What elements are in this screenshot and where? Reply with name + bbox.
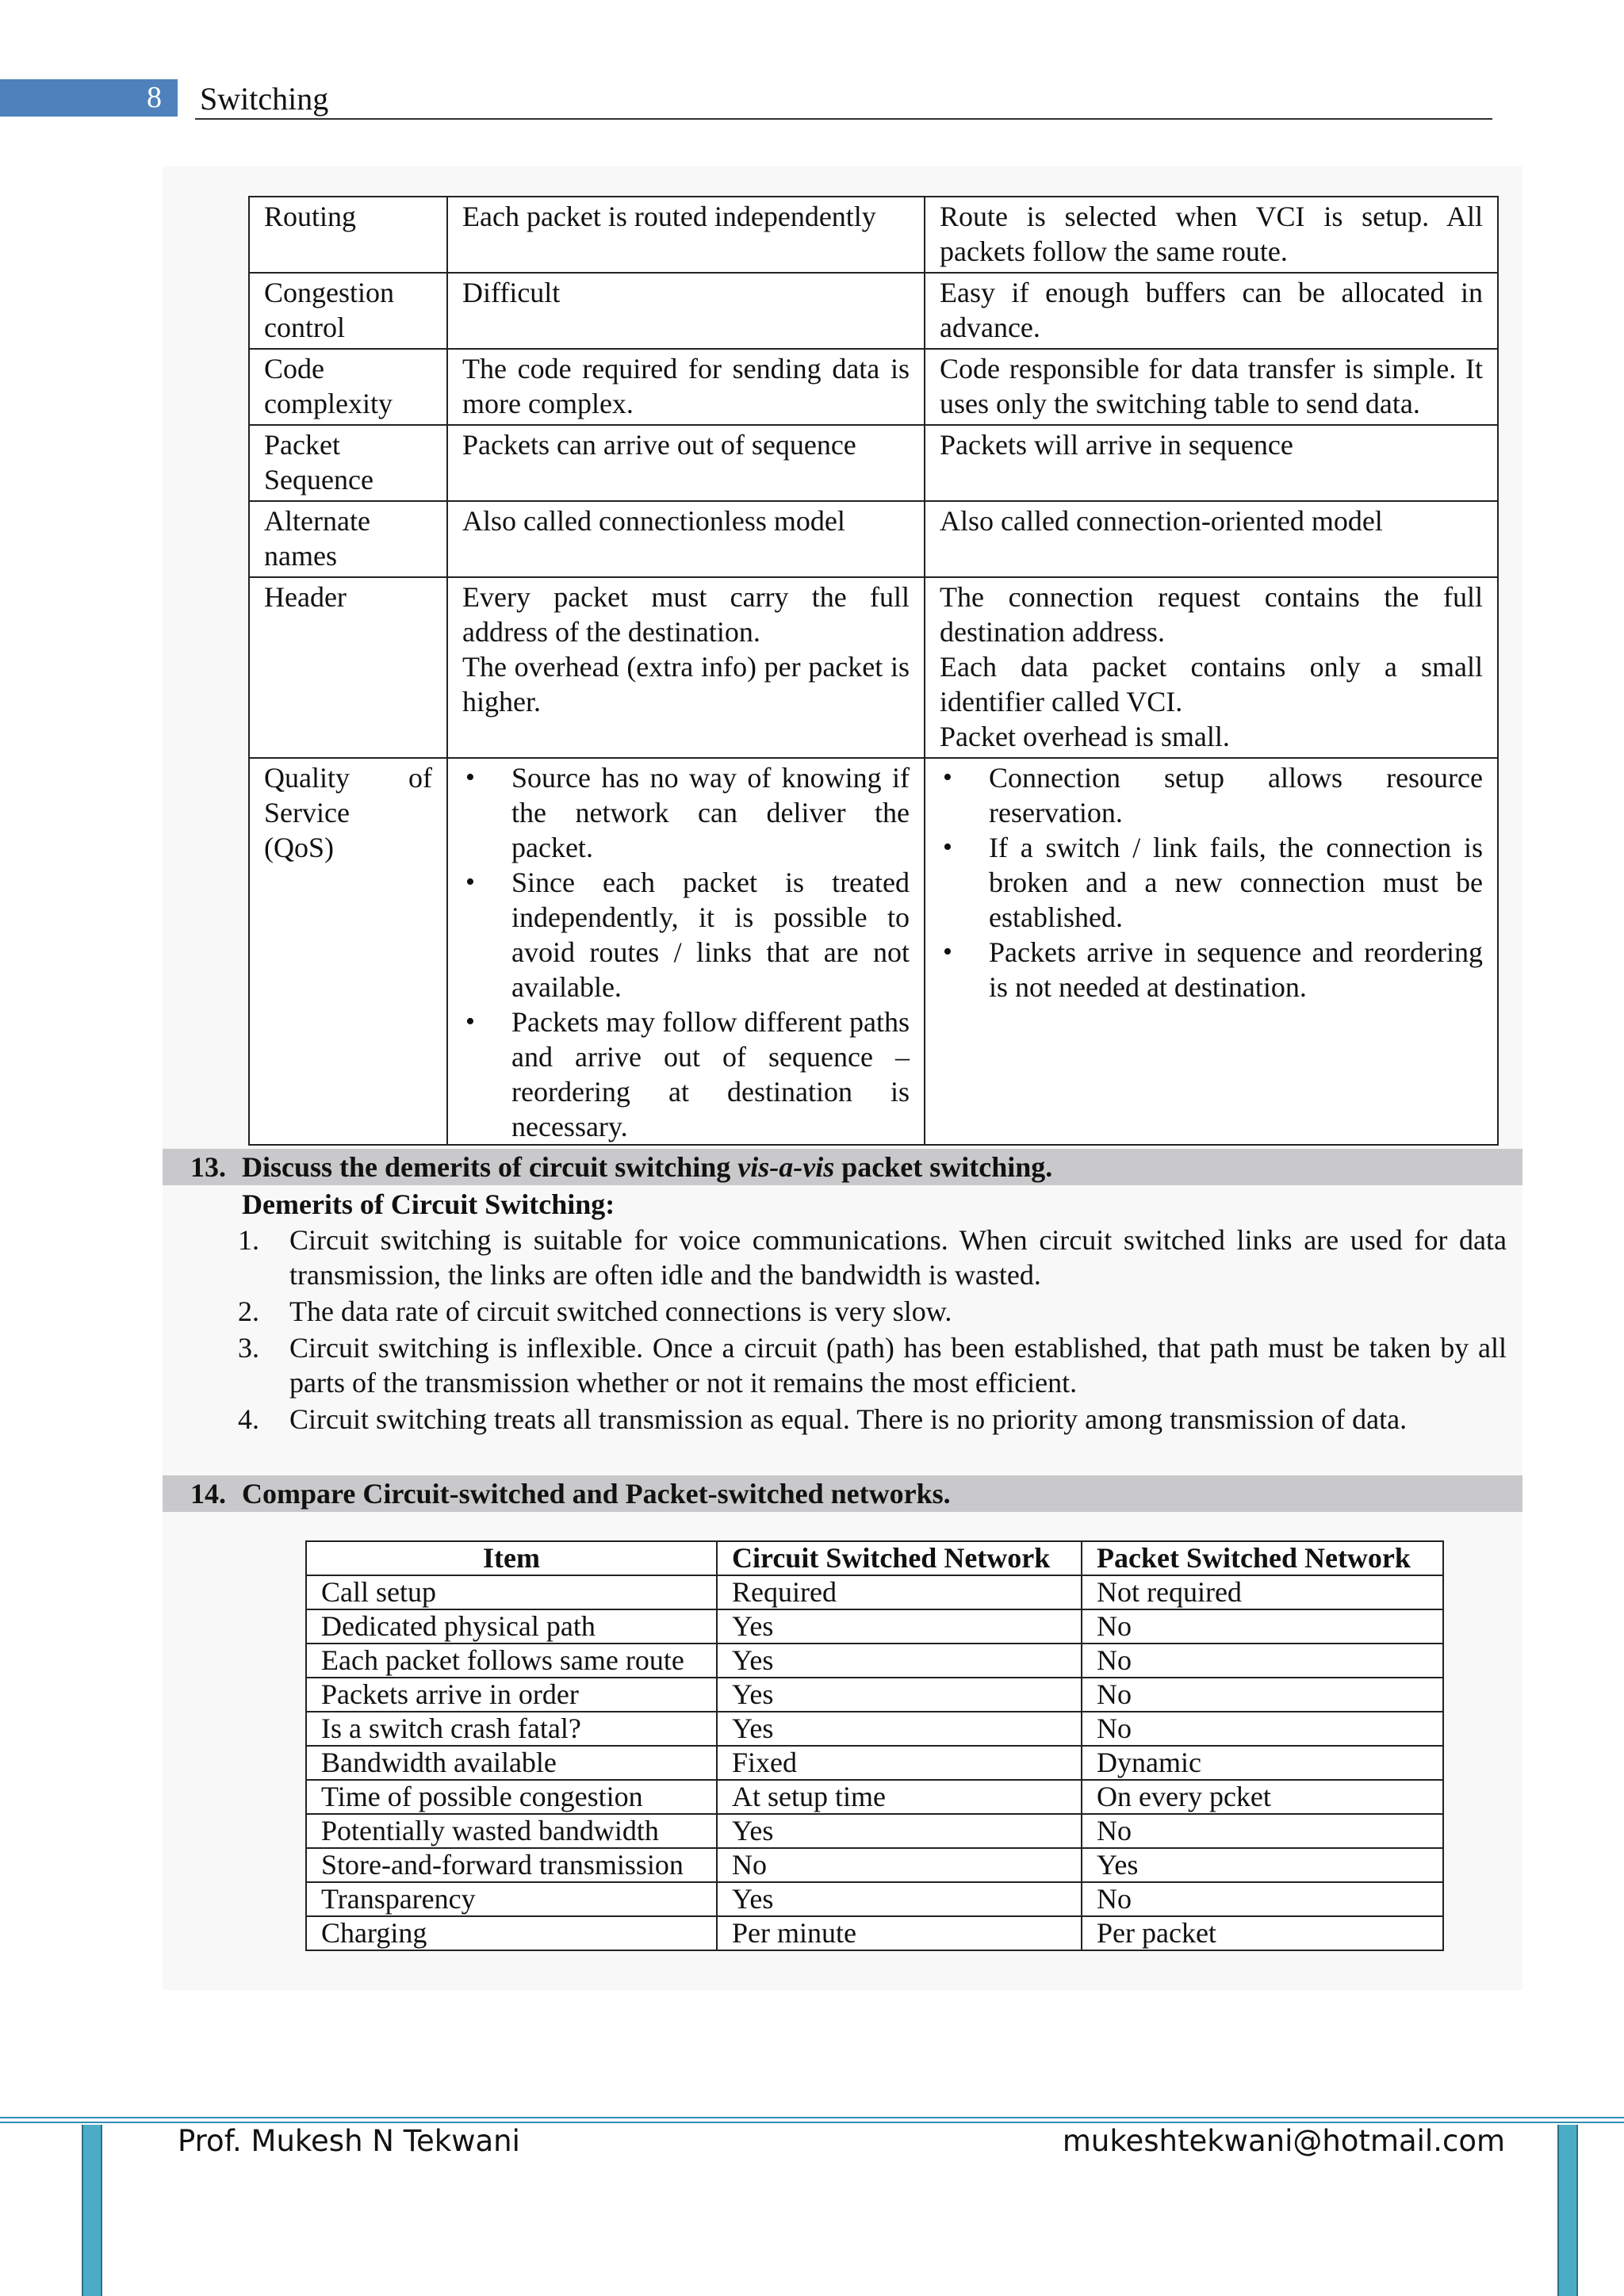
table-row bbox=[249, 501, 1498, 577]
item-number: 4. bbox=[238, 1403, 259, 1435]
cell-line: Each data packet contains only a small identifier called VCI. bbox=[940, 651, 1483, 718]
table-cell: Yes bbox=[717, 1814, 1082, 1848]
bullet-list bbox=[462, 760, 910, 1144]
footer-author: Prof. Mukesh N Tekwani bbox=[178, 2124, 520, 2158]
item-number: 1. bbox=[238, 1224, 259, 1256]
table-cell: No bbox=[1082, 1644, 1443, 1678]
qos-label-line: (QoS) bbox=[264, 832, 334, 863]
table-cell: Fixed bbox=[717, 1746, 1082, 1780]
cell-line: The connection request contains the full destination address. bbox=[940, 581, 1483, 648]
table-row bbox=[306, 1814, 1443, 1848]
table-row bbox=[306, 1712, 1443, 1746]
demerits-list bbox=[238, 1223, 1507, 1438]
cell-line: Packet overhead is small. bbox=[940, 721, 1230, 752]
table-cell: Yes bbox=[717, 1609, 1082, 1644]
table-cell: Yes bbox=[717, 1712, 1082, 1746]
vc-cell: Packets will arrive in sequence bbox=[925, 425, 1498, 501]
table-cell: Per packet bbox=[1082, 1916, 1443, 1950]
item-text: Circuit switching is inflexible. Once a circuit (path) has been established, that path must be taken by all parts of the transmission whether or not it remains the most efficient. bbox=[289, 1332, 1507, 1399]
list-item: • Connection setup allows resource reservation. bbox=[940, 760, 1483, 830]
table-row bbox=[249, 197, 1498, 273]
table-cell: Dynamic bbox=[1082, 1746, 1443, 1780]
question-text-emphasis: vis-a-vis bbox=[737, 1151, 835, 1183]
row-label: Congestion control bbox=[249, 273, 447, 349]
table-cell: Packets arrive in order bbox=[306, 1678, 717, 1712]
table-row bbox=[249, 758, 1498, 1145]
list-item: • Packets may follow different paths and arrive out of sequence – reordering at destination is necessary. bbox=[462, 1004, 910, 1144]
table-cell: No bbox=[1082, 1712, 1443, 1746]
list-item bbox=[238, 1402, 1507, 1437]
question-13-text bbox=[242, 1149, 1052, 1185]
question-text-part: packet switching. bbox=[834, 1151, 1053, 1183]
list-item: • Packets arrive in sequence and reordering is not needed at destination. bbox=[940, 935, 1483, 1004]
item-text: Circuit switching is suitable for voice communications. When circuit switched links are used for data transmission, the links are often idle and the bandwidth is wasted. bbox=[289, 1224, 1507, 1291]
vc-cell: Also called connection-oriented model bbox=[925, 501, 1498, 577]
packet-cell: Difficult bbox=[447, 273, 925, 349]
packet-cell: Also called connectionless model bbox=[447, 501, 925, 577]
table-cell: Transparency bbox=[306, 1882, 717, 1916]
table-row bbox=[306, 1678, 1443, 1712]
table-cell: Not required bbox=[1082, 1575, 1443, 1609]
table-row bbox=[306, 1916, 1443, 1950]
packet-vs-virtual-circuit-table bbox=[248, 196, 1499, 1146]
answer-subheading: Demerits of Circuit Switching: bbox=[242, 1188, 615, 1220]
row-label: Alternate names bbox=[249, 501, 447, 577]
question-text-part: Discuss the demerits of circuit switching bbox=[242, 1151, 738, 1183]
table-row bbox=[306, 1609, 1443, 1644]
packet-cell: Packets can arrive out of sequence bbox=[447, 425, 925, 501]
table-cell: No bbox=[1082, 1814, 1443, 1848]
row-label: Header bbox=[249, 577, 447, 758]
vc-cell: Code responsible for data transfer is simple. It uses only the switching table to send data. bbox=[925, 349, 1498, 425]
table-cell: At setup time bbox=[717, 1780, 1082, 1814]
cell-line: The overhead (extra info) per packet is higher. bbox=[462, 651, 910, 718]
table-header-row bbox=[306, 1541, 1443, 1575]
list-item: • Source has no way of knowing if the network can deliver the packet. bbox=[462, 760, 910, 865]
table-cell: Potentially wasted bandwidth bbox=[306, 1814, 717, 1848]
table-cell: No bbox=[1082, 1882, 1443, 1916]
cell-line: Every packet must carry the full address of the destination. bbox=[462, 581, 910, 648]
table-row bbox=[249, 425, 1498, 501]
comparison-table bbox=[305, 1540, 1444, 1951]
table-row bbox=[249, 273, 1498, 349]
footer-rule bbox=[0, 2117, 1624, 2118]
header-rule bbox=[195, 118, 1492, 120]
table-cell: Dedicated physical path bbox=[306, 1609, 717, 1644]
footer-left-tab bbox=[82, 2125, 102, 2296]
table-cell: Per minute bbox=[717, 1916, 1082, 1950]
table-cell: Charging bbox=[306, 1916, 717, 1950]
table-cell: Is a switch crash fatal? bbox=[306, 1712, 717, 1746]
footer-right-tab bbox=[1557, 2125, 1578, 2296]
packet-cell: Each packet is routed independently bbox=[447, 197, 925, 273]
footer-email: mukeshtekwani@hotmail.com bbox=[1062, 2124, 1505, 2158]
table-row bbox=[306, 1644, 1443, 1678]
table-cell: No bbox=[1082, 1609, 1443, 1644]
qos-label-word: Quality bbox=[264, 762, 350, 794]
vc-cell: Easy if enough buffers can be allocated in advance. bbox=[925, 273, 1498, 349]
row-label: Routing bbox=[249, 197, 447, 273]
table-cell: Store-and-forward transmission bbox=[306, 1848, 717, 1882]
row-label bbox=[249, 758, 447, 1145]
question-14-number: 14. bbox=[190, 1478, 226, 1510]
table-cell: Yes bbox=[717, 1882, 1082, 1916]
table-cell: No bbox=[1082, 1678, 1443, 1712]
column-header: Item bbox=[306, 1541, 717, 1575]
page-number: 8 bbox=[147, 81, 162, 114]
table-cell: Call setup bbox=[306, 1575, 717, 1609]
packet-cell bbox=[447, 758, 925, 1145]
column-header: Packet Switched Network bbox=[1082, 1541, 1443, 1575]
table-cell: No bbox=[717, 1848, 1082, 1882]
item-number: 2. bbox=[238, 1295, 259, 1327]
table-row bbox=[306, 1780, 1443, 1814]
list-item: • If a switch / link fails, the connection is broken and a new connection must be established. bbox=[940, 830, 1483, 935]
table-cell: Bandwidth available bbox=[306, 1746, 717, 1780]
item-number: 3. bbox=[238, 1332, 259, 1364]
qos-label-line bbox=[264, 760, 432, 795]
vc-cell: Route is selected when VCI is setup. All packets follow the same route. bbox=[925, 197, 1498, 273]
vc-cell bbox=[925, 758, 1498, 1145]
column-header: Circuit Switched Network bbox=[717, 1541, 1082, 1575]
bullet-list bbox=[940, 760, 1483, 1004]
table-cell: Each packet follows same route bbox=[306, 1644, 717, 1678]
table-row bbox=[306, 1882, 1443, 1916]
table-row bbox=[306, 1575, 1443, 1609]
table-row bbox=[249, 349, 1498, 425]
list-item: • Since each packet is treated independently, it is possible to avoid routes / links that are not available. bbox=[462, 865, 910, 1004]
table-row bbox=[306, 1746, 1443, 1780]
table-row bbox=[306, 1848, 1443, 1882]
list-item bbox=[238, 1223, 1507, 1292]
table-cell: Yes bbox=[717, 1644, 1082, 1678]
list-item bbox=[238, 1330, 1507, 1400]
list-item bbox=[238, 1294, 1507, 1329]
item-text: The data rate of circuit switched connections is very slow. bbox=[289, 1295, 952, 1327]
table-cell: On every pcket bbox=[1082, 1780, 1443, 1814]
table-cell: Yes bbox=[717, 1678, 1082, 1712]
packet-cell: The code required for sending data is more complex. bbox=[447, 349, 925, 425]
qos-label-line: Service bbox=[264, 797, 350, 828]
qos-label-word: of bbox=[408, 762, 432, 794]
row-label: Packet Sequence bbox=[249, 425, 447, 501]
question-14-text: Compare Circuit-switched and Packet-switched networks. bbox=[242, 1478, 951, 1510]
table-row bbox=[249, 577, 1498, 758]
chapter-title: Switching bbox=[200, 81, 329, 117]
table-cell: Yes bbox=[1082, 1848, 1443, 1882]
table-cell: Required bbox=[717, 1575, 1082, 1609]
question-13-number: 13. bbox=[190, 1151, 226, 1183]
vc-cell bbox=[925, 577, 1498, 758]
row-label: Code complexity bbox=[249, 349, 447, 425]
item-text: Circuit switching treats all transmission as equal. There is no priority among transmission of data. bbox=[289, 1403, 1408, 1435]
table-cell: Time of possible congestion bbox=[306, 1780, 717, 1814]
packet-cell bbox=[447, 577, 925, 758]
